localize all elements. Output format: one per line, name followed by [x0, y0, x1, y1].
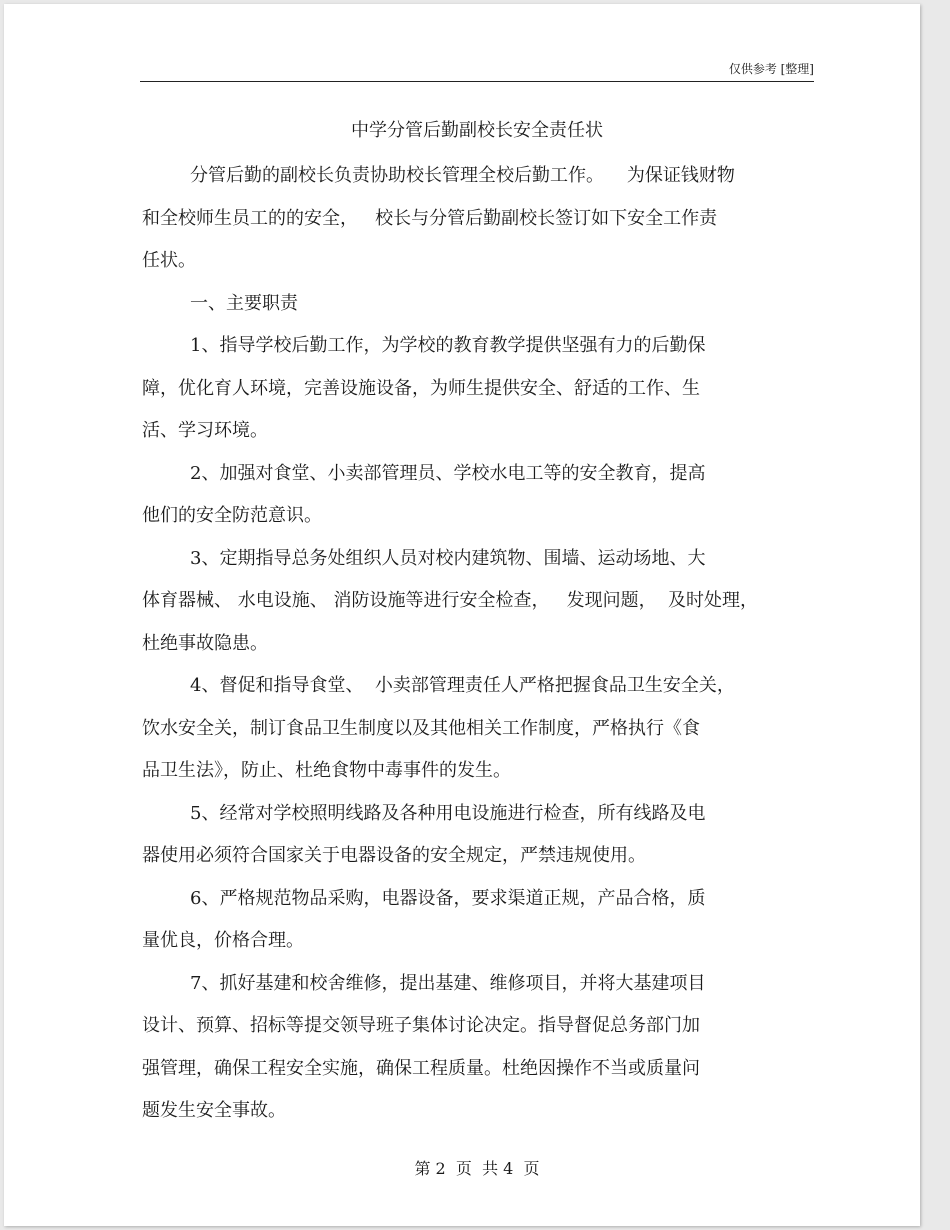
paragraph-line: 题发生安全事故。 — [142, 1100, 286, 1121]
paragraph-line: 器使用必须符合国家关于电器设备的安全规定，严禁违规使用。 — [142, 845, 646, 866]
paragraph-line: 任状。 — [142, 250, 196, 271]
paragraph-line: 3、定期指导总务处组织人员对校内建筑物、围墙、运动场地、大 — [190, 547, 706, 569]
paragraph-line: 1、指导学校后勤工作，为学校的教育教学提供坚强有力的后勤保 — [190, 335, 706, 356]
section-heading: 一、主要职责 — [190, 292, 298, 314]
paragraph-line: 饮水安全关，制订食品卫生制度以及其他相关工作制度，严格执行《食 — [142, 717, 700, 739]
document-body — [142, 159, 814, 1137]
paragraph-line: 4、督促和指导食堂、 小卖部管理责任人严格把握食品卫生安全关， — [190, 675, 735, 696]
paragraph-line: 障，优化育人环境，完善设施设备，为师生提供安全、舒适的工作、生 — [142, 377, 700, 399]
document-title: 中学分管后勤副校长安全责任状 — [351, 120, 603, 141]
paragraph-line: 2、加强对食堂、小卖部管理员、学校水电工等的安全教育，提高 — [190, 462, 706, 484]
paragraph-line: 设计、预算、招标等提交领导班子集体讨论决定。指导督促总务部门加 — [142, 1015, 700, 1036]
paragraph-line: 分管后勤的副校长负责协助校长管理全校后勤工作。 为保证钱财物 — [190, 165, 735, 186]
paragraph-line: 7、抓好基建和校舍维修，提出基建、维修项目，并将大基建项目 — [190, 972, 706, 994]
document-page — [4, 4, 920, 1226]
header-text: 仅供参考 [整理] — [728, 62, 814, 76]
page-header — [140, 59, 814, 82]
paragraph-line: 体育器械、 水电设施、 消防设施等进行安全检查， 发现问题， 及时处理， — [142, 590, 759, 611]
paragraph-line: 5、经常对学校照明线路及各种用电设施进行检查，所有线路及电 — [190, 802, 706, 824]
paragraph-line: 强管理，确保工程安全实施，确保工程质量。杜绝因操作不当或质量问 — [142, 1057, 700, 1079]
paragraph-line: 品卫生法》，防止、杜绝食物中毒事件的发生。 — [142, 760, 511, 781]
page-footer: 第 2 页 共 4 页 — [414, 1159, 540, 1178]
paragraph-line: 活、学习环境。 — [142, 420, 268, 441]
paragraph-line: 6、严格规范物品采购，电器设备，要求渠道正规，产品合格，质 — [190, 887, 706, 909]
paragraph-line: 他们的安全防范意识。 — [142, 505, 322, 526]
paragraph-line: 和全校师生员工的的安全， 校长与分管后勤副校长签订如下安全工作责 — [142, 207, 718, 229]
paragraph-line: 量优良，价格合理。 — [142, 930, 304, 951]
paragraph-line: 杜绝事故隐患。 — [142, 632, 268, 654]
